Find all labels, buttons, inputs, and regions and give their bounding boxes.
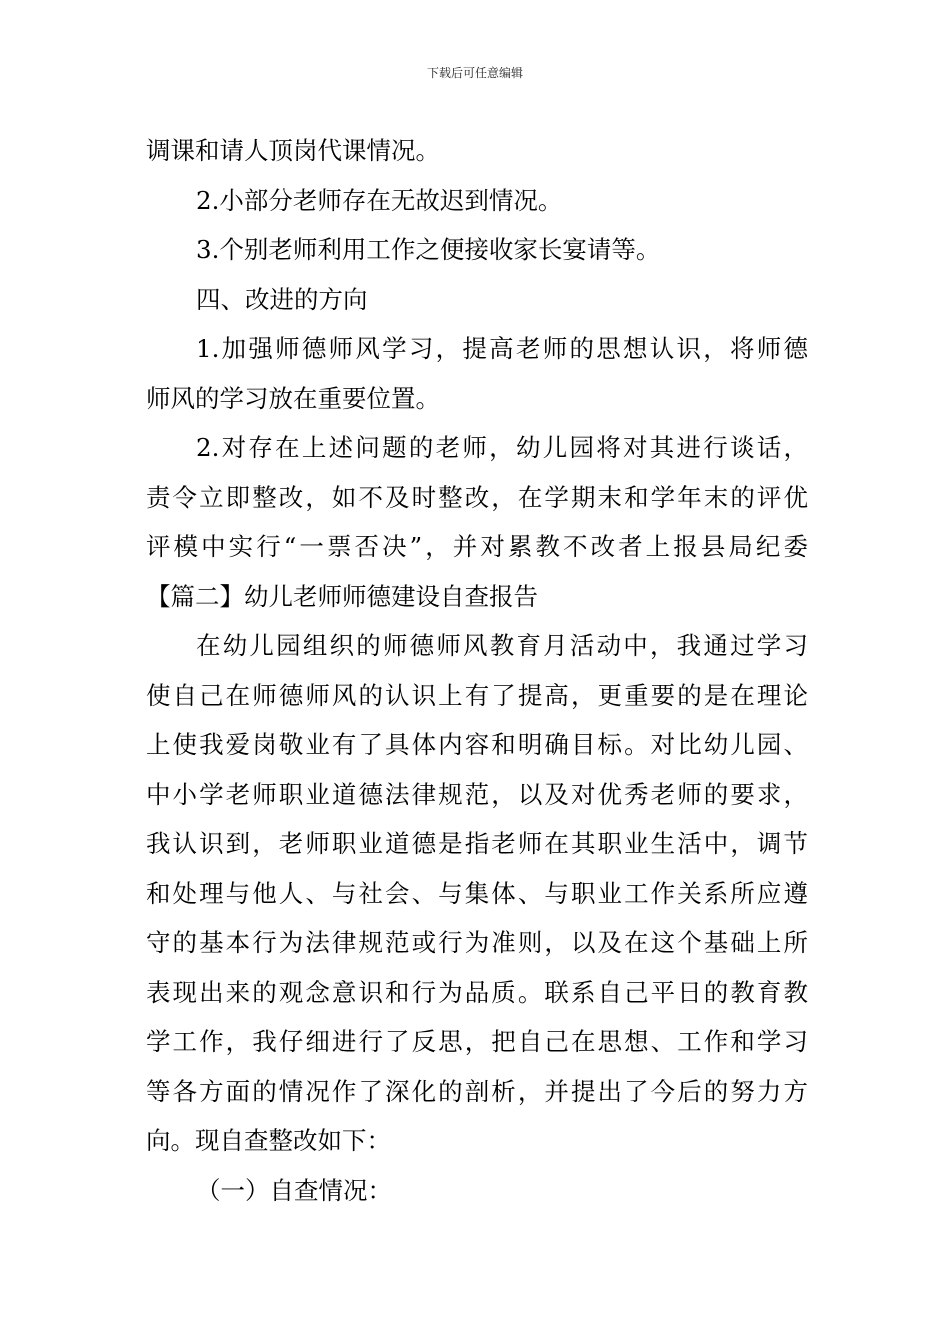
text-line: 调课和请人顶岗代课情况。	[146, 136, 440, 165]
text-line: 使自己在师德师风的认识上有了提高，更重要的是在理论	[146, 680, 808, 710]
text-line: 2.对存在上述问题的老师，幼儿园将对其进行谈话，	[196, 433, 808, 462]
document-body	[146, 126, 808, 1215]
text-line: 学工作，我仔细进行了反思，把自己在思想、工作和学习	[146, 1027, 808, 1056]
text-line: 向。现自查整改如下：	[146, 1126, 391, 1155]
text-line: 和处理与他人、与社会、与集体、与职业工作关系所应遵	[146, 878, 808, 908]
text-line: 表现出来的观念意识和行为品质。联系自己平日的教育教	[146, 977, 808, 1007]
text-line: 等各方面的情况作了深化的剖析，并提出了今后的努力方	[146, 1076, 808, 1106]
article-title: 【篇二】幼儿老师师德建设自查报告	[146, 581, 538, 611]
text-line: 3.个别老师利用工作之便接收家长宴请等。	[196, 235, 661, 264]
section-heading: 四、改进的方向	[196, 284, 368, 314]
text-line: 在幼儿园组织的师德师风教育月活动中，我通过学习	[196, 631, 808, 660]
text-line: 中小学老师职业道德法律规范，以及对优秀老师的要求，	[146, 779, 808, 809]
text-line: 我认识到，老师职业道德是指老师在其职业生活中，调节	[146, 829, 808, 858]
text-line: 评模中实行“一票否决”，并对累教不改者上报县局纪委	[146, 532, 808, 561]
text-line: 守的基本行为法律规范或行为准则，以及在这个基础上所	[146, 928, 808, 957]
text-line: 上使我爱岗敬业有了具体内容和明确目标。对比幼儿园、	[146, 730, 808, 759]
text-line: 2.小部分老师存在无故迟到情况。	[196, 185, 563, 215]
text-line: 1.加强师德师风学习，提高老师的思想认识，将师德	[196, 334, 808, 363]
text-line: 责令立即整改，如不及时整改，在学期末和学年末的评优	[146, 482, 808, 512]
page-header: 下载后可任意编辑	[426, 66, 523, 80]
text-line: 师风的学习放在重要位置。	[146, 383, 440, 413]
subsection-heading: （一）自查情况：	[196, 1175, 392, 1205]
